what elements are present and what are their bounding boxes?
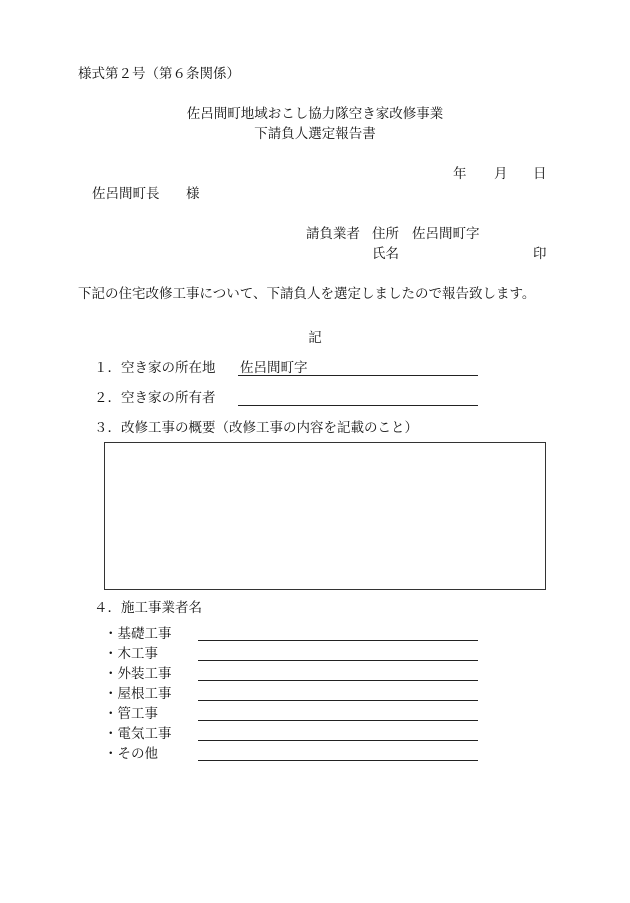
trade-line-exterior[interactable]	[198, 680, 478, 681]
trade-line-plumbing[interactable]	[198, 720, 478, 721]
trade-line-other[interactable]	[198, 760, 478, 761]
date-day-label: 日	[533, 166, 547, 182]
document-title-line2: 下請負人選定報告書	[254, 126, 376, 142]
trade-line-roofing[interactable]	[198, 700, 478, 701]
contractor-address-label: 住所	[372, 226, 399, 242]
trade-line-foundation[interactable]	[198, 640, 478, 641]
report-statement: 下記の住宅改修工事について、下請負人を選定しましたので報告致します。	[78, 286, 536, 302]
item1-value: 佐呂間町字	[240, 360, 308, 376]
seal-mark: 印	[533, 246, 547, 262]
trade-label-roofing: ・屋根工事	[104, 686, 172, 702]
trade-label-other: ・その他	[104, 746, 158, 762]
contractor-label: 請負業者	[306, 226, 360, 242]
addressee-name: 佐呂間町長	[92, 186, 160, 202]
trade-label-carpentry: ・木工事	[104, 646, 158, 662]
item2-underline[interactable]	[238, 405, 478, 406]
trade-label-foundation: ・基礎工事	[104, 626, 172, 642]
ki-heading: 記	[308, 330, 322, 346]
document-title-line1: 佐呂間町地域おこし協力隊空き家改修事業	[186, 106, 444, 122]
item3-label: ３．改修工事の概要（改修工事の内容を記載のこと）	[94, 420, 418, 436]
contractor-address-value: 佐呂間町字	[412, 226, 480, 242]
trade-label-electrical: ・電気工事	[104, 726, 172, 742]
trade-label-plumbing: ・管工事	[104, 706, 158, 722]
trade-line-carpentry[interactable]	[198, 660, 478, 661]
renovation-summary-box[interactable]	[104, 442, 546, 590]
trade-label-exterior: ・外装工事	[104, 666, 172, 682]
item1-label: １．空き家の所在地	[94, 360, 216, 376]
date-year-label: 年	[453, 166, 467, 182]
item1-underline[interactable]	[238, 375, 478, 376]
contractor-name-label: 氏名	[372, 246, 399, 262]
trade-line-electrical[interactable]	[198, 740, 478, 741]
item2-label: ２．空き家の所有者	[94, 390, 216, 406]
form-number: 様式第２号（第６条関係）	[78, 66, 240, 82]
date-month-label: 月	[494, 166, 508, 182]
item4-label: ４．施工事業者名	[94, 600, 202, 616]
addressee-honorific: 様	[186, 186, 200, 202]
